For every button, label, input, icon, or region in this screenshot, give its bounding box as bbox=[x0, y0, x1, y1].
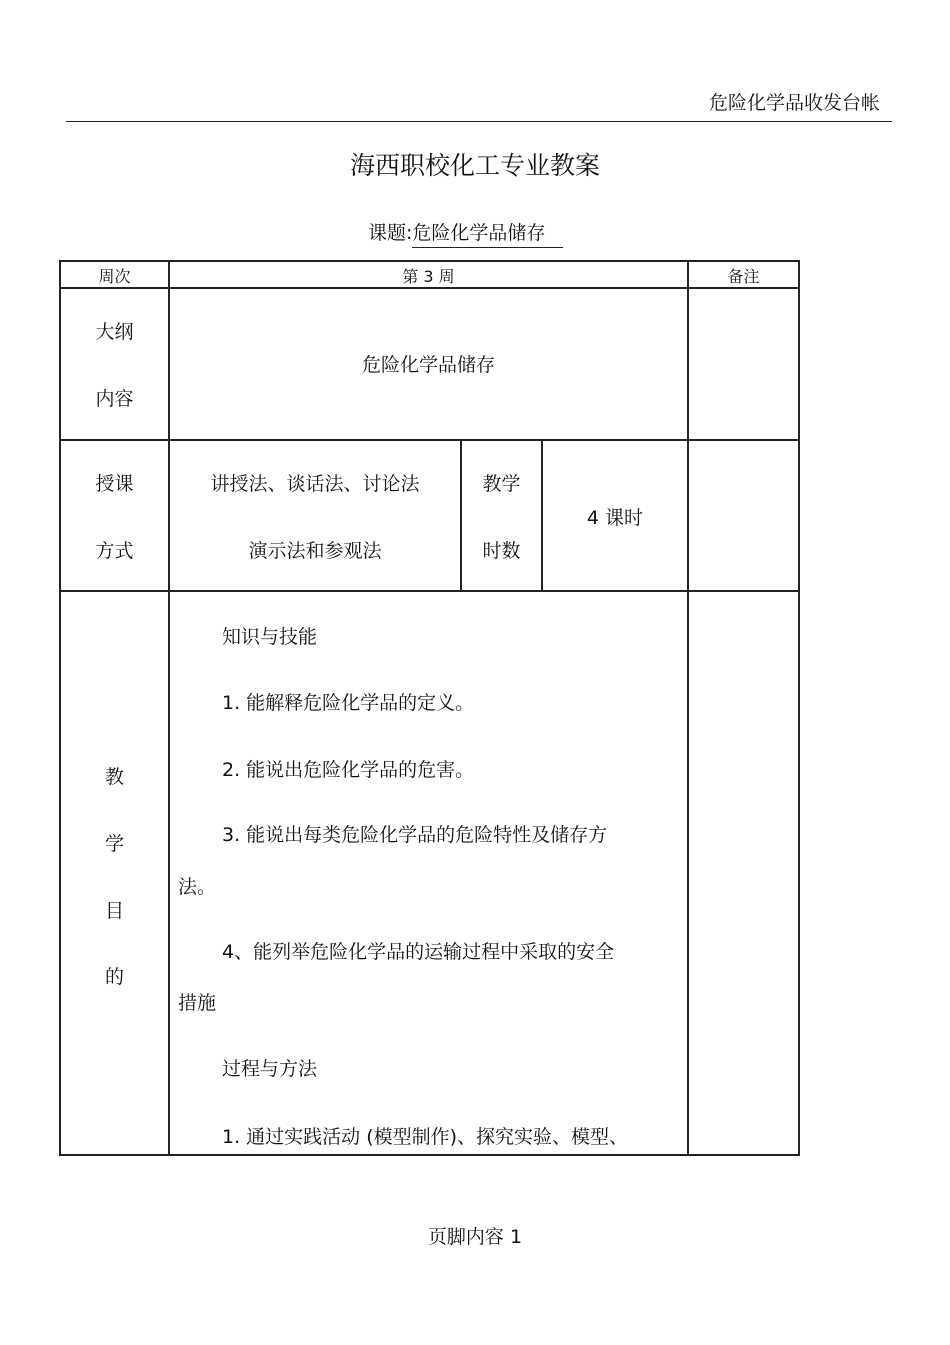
method-content-line2: 演示法和参观法 bbox=[248, 540, 382, 562]
objectives-label-char: 教 bbox=[104, 766, 124, 788]
objectives-line: 4、能列举危险化学品的运输过程中采取的安全 bbox=[222, 941, 615, 963]
subject-line bbox=[368, 218, 563, 248]
objectives-label-char: 的 bbox=[104, 966, 124, 988]
remarks-label: 备注 bbox=[727, 267, 760, 286]
method-content-line1: 讲授法、谈话法、讨论法 bbox=[210, 473, 420, 495]
objectives-line: 2. 能说出危险化学品的危害。 bbox=[222, 759, 475, 781]
subject-value: 危险化学品储存 bbox=[412, 218, 563, 248]
document-title: 海西职校化工专业教案 bbox=[349, 151, 600, 180]
hours-value: 4 课时 bbox=[586, 507, 644, 529]
hours-label-line2: 时数 bbox=[482, 540, 521, 562]
column-divider bbox=[168, 262, 170, 1154]
column-divider bbox=[460, 439, 462, 590]
running-header: 危险化学品收发台帐 bbox=[708, 92, 880, 114]
objectives-label-char: 目 bbox=[104, 900, 124, 922]
objectives-line: 3. 能说出每类危险化学品的危险特性及储存方 bbox=[222, 824, 608, 846]
objectives-label-char: 学 bbox=[104, 833, 124, 855]
outline-label-line1: 大纲 bbox=[95, 321, 134, 343]
outline-label-line2: 内容 bbox=[95, 388, 134, 410]
objectives-line: 过程与方法 bbox=[222, 1058, 318, 1080]
column-divider bbox=[687, 262, 689, 1154]
objectives-line: 1. 通过实践活动 (模型制作)、探究实验、模型、 bbox=[222, 1126, 629, 1148]
method-label-line2: 方式 bbox=[95, 540, 134, 562]
outline-content: 危险化学品储存 bbox=[361, 354, 495, 376]
method-label-line1: 授课 bbox=[95, 473, 134, 495]
hours-label-line1: 教学 bbox=[482, 473, 521, 495]
header-divider bbox=[66, 121, 892, 122]
lesson-plan-table bbox=[59, 260, 800, 1156]
objectives-line: 法。 bbox=[178, 876, 217, 898]
objectives-line: 措施 bbox=[178, 992, 217, 1014]
week-label: 周次 bbox=[98, 267, 131, 286]
subject-label: 课题: bbox=[368, 222, 413, 244]
week-value: 第 3 周 bbox=[402, 267, 455, 286]
objectives-line: 知识与技能 bbox=[222, 626, 318, 648]
page-footer: 页脚内容 1 bbox=[427, 1226, 523, 1248]
objectives-line: 1. 能解释危险化学品的定义。 bbox=[222, 692, 475, 714]
